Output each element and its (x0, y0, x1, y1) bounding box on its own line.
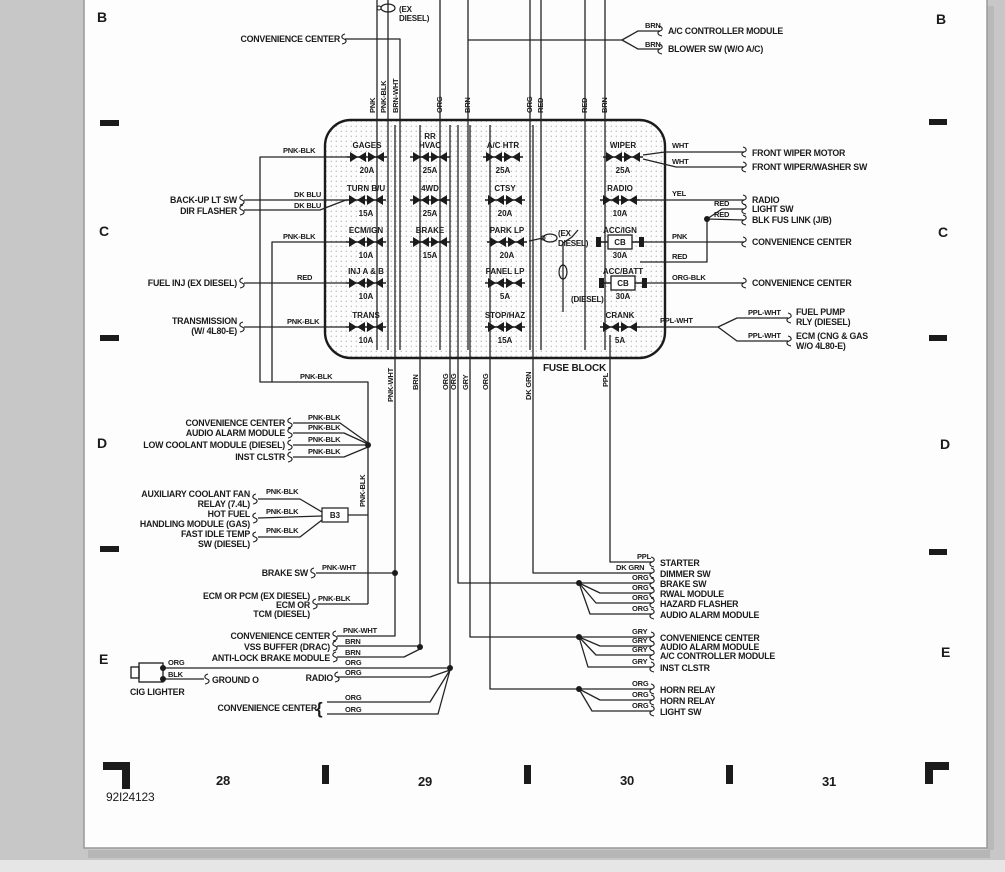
diagram-label: ORG-BLK (672, 273, 706, 282)
b3-connector-label: B3 (329, 511, 341, 520)
diagram-label: ECM OR PCM (EX DIESEL) (202, 591, 310, 601)
diagram-label: PNK (672, 232, 688, 241)
fuse-name: HVAC (418, 141, 442, 150)
fuse-amp-rating: 10A (358, 292, 374, 301)
ruler-mark (122, 762, 130, 789)
diagram-label: B (936, 11, 946, 27)
diagram-label: FUSE BLOCK (543, 363, 607, 374)
fuse-name: TRANS (352, 311, 380, 320)
diagram-label: PNK-BLK (266, 526, 299, 535)
diagram-label: ORG (345, 668, 362, 677)
diagram-label: W/O 4L80-E) (796, 341, 846, 351)
diagram-label: PNK-BLK (308, 435, 341, 444)
diagram-label: DIR FLASHER (180, 206, 237, 216)
diagram-label: RADIO (305, 673, 333, 683)
diagram-label: { (316, 699, 323, 718)
diagram-label: WHT (672, 157, 689, 166)
fuse-name: ACC/BATT (602, 267, 644, 276)
fuse-amp-rating: 25A (422, 166, 438, 175)
diagram-label: ORG (345, 693, 362, 702)
diagram-label: PNK (368, 97, 377, 113)
diagram-label: GRY (632, 636, 648, 645)
diagram-label: ORG (632, 690, 649, 699)
fuse-name: ACC/IGN (603, 226, 637, 235)
diagram-label: RLY (DIESEL) (796, 317, 851, 327)
diagram-label: HAZARD FLASHER (660, 599, 739, 609)
diagram-label: FAST IDLE TEMP (180, 529, 250, 539)
diagram-label: PPL-WHT (748, 331, 781, 340)
fuse-name: 4WD (421, 184, 439, 193)
fuse-name: A/C HTR (486, 141, 520, 150)
diagram-label: GRY (632, 627, 648, 636)
diagram-label: ORG (632, 679, 649, 688)
diagram-label: BLOWER SW (W/O A/C) (668, 44, 764, 54)
diagram-label: RED (580, 97, 589, 113)
diagram-label: DIMMER SW (660, 569, 711, 579)
ruler-mark (929, 549, 947, 555)
diagram-label: PNK-BLK (283, 232, 316, 241)
diagram-label: BRN (411, 374, 420, 390)
diagram-label: BRN (345, 648, 361, 657)
diagram-label: RED (714, 199, 730, 208)
diagram-label: PNK-BLK (283, 146, 316, 155)
diagram-label: RED (672, 252, 688, 261)
diagram-label: E (99, 651, 109, 667)
fuse-name: CRANK (605, 311, 635, 320)
junction-dot (576, 580, 582, 586)
diagram-label: PNK-BLK (266, 507, 299, 516)
diagram-label: CONVENIENCE CENTER (230, 631, 330, 641)
fuse-name: RR (424, 132, 436, 141)
junction-dot (417, 644, 423, 650)
diagram-label: YEL (672, 189, 686, 198)
fuse-amp-rating: 20A (499, 251, 515, 260)
diagram-label: HANDLING MODULE (GAS) (139, 519, 250, 529)
fuse-amp-rating: 20A (497, 209, 513, 218)
diagram-label: PPL-WHT (660, 316, 693, 325)
diagram-label: PNK-BLK (266, 487, 299, 496)
diagram-label: E (941, 644, 951, 660)
diagram-label: ECM (CNG & GAS (796, 331, 868, 341)
diagram-label: WHT (672, 141, 689, 150)
fuse-name: CTSY (494, 184, 516, 193)
diagram-label: 28 (215, 773, 231, 788)
fuse-amp-rating: 20A (359, 166, 375, 175)
ruler-mark (726, 765, 733, 784)
diagram-label: AUDIO ALARM MODULE (660, 610, 760, 620)
diagram-label: AUDIO ALARM MODULE (660, 642, 760, 652)
diagram-label: BRN (345, 637, 361, 646)
diagram-label: ORG (632, 583, 649, 592)
diagram-label: (W/ 4L80-E) (191, 326, 237, 336)
diagram-label: RADIO (752, 195, 780, 205)
page-shadow-bottom (88, 850, 990, 858)
diagram-label: RED (536, 97, 545, 113)
diagram-label: DIESEL) (558, 239, 589, 248)
ruler-mark (100, 335, 119, 341)
diagram-label: PNK-BLK (308, 447, 341, 456)
diagram-label: DK BLU (294, 190, 322, 199)
diagram-label: LIGHT SW (752, 204, 794, 214)
diagram-label: BLK (168, 670, 183, 679)
diagram-label: STARTER (660, 558, 700, 568)
diagram-label: 92I24123 (106, 790, 155, 804)
diagram-label: ORG (632, 701, 649, 710)
diagram-label: ORG (632, 593, 649, 602)
ruler-mark (929, 119, 947, 125)
diagram-label: GRY (632, 645, 648, 654)
diagram-label: GRY (632, 657, 648, 666)
bottom-fade (0, 860, 1005, 872)
diagram-label: ORG (345, 658, 362, 667)
fuse-name: INJ A & B (348, 267, 384, 276)
cb-label: CB (614, 238, 626, 247)
diagram-label: FUEL PUMP (796, 307, 845, 317)
diagram-label: RWAL MODULE (660, 589, 724, 599)
diagram-label: D (97, 435, 107, 451)
diagram-label: RED (297, 273, 313, 282)
diagram-label: FUEL INJ (EX DIESEL) (147, 278, 237, 288)
diagram-label: (DIESEL) (571, 295, 604, 304)
diagram-label: GRY (461, 374, 470, 390)
diagram-label: HORN RELAY (660, 685, 716, 695)
fuse-name: STOP/HAZ (484, 311, 526, 320)
fuse-name: TURN B/U (346, 184, 386, 193)
fuse-amp-rating: 10A (358, 251, 374, 260)
fuse-name: WIPER (609, 141, 637, 150)
ruler-mark (925, 762, 933, 784)
diagram-label: 30 (619, 773, 635, 788)
fuse-amp-rating: 10A (358, 336, 374, 345)
fuse-name: GAGES (352, 141, 382, 150)
junction-dot (704, 216, 710, 222)
diagram-label: ORG (435, 96, 444, 113)
diagram-label: GROUND O (212, 675, 259, 685)
diagram-label: BLK FUS LINK (J/B) (752, 215, 832, 225)
diagram-label: C (99, 223, 109, 239)
diagram-label: DK GRN (616, 563, 645, 572)
diagram-label: SW (DIESEL) (197, 539, 250, 549)
diagram-label: A/C CONTROLLER MODULE (660, 651, 776, 661)
fuse-amp-rating: 15A (422, 251, 438, 260)
diagram-label: AUDIO ALARM MODULE (185, 428, 285, 438)
diagram-label: RELAY (7.4L) (197, 499, 250, 509)
diagram-label: D (940, 436, 950, 452)
diagram-label: HORN RELAY (660, 696, 716, 706)
diagram-label: LOW COOLANT MODULE (DIESEL) (143, 440, 285, 450)
diagram-label: ORG (441, 373, 450, 390)
diagram-label: PPL-WHT (748, 308, 781, 317)
ruler-mark (322, 765, 329, 784)
diagram-label: A/C CONTROLLER MODULE (668, 26, 784, 36)
fuse-name: PARK LP (489, 226, 525, 235)
diagram-label: BRAKE SW (261, 568, 308, 578)
diagram-label: PNK-BLK (287, 317, 320, 326)
ruler-mark (100, 120, 119, 126)
diagram-label: 31 (821, 774, 837, 789)
ruler-mark (100, 546, 119, 552)
diagram-label: PNK-WHT (386, 367, 395, 402)
cb-terminal (639, 237, 644, 247)
diagram-label: FRONT WIPER MOTOR (752, 148, 846, 158)
junction-dot (447, 665, 453, 671)
junction-dot (576, 634, 582, 640)
diagram-label: TCM (DIESEL) (253, 609, 310, 619)
fuse-amp-rating: 30A (612, 251, 628, 260)
fuse-amp-rating: 15A (358, 209, 374, 218)
diagram-label: CIG LIGHTER (130, 687, 185, 697)
diagram-label: DK GRN (524, 371, 533, 400)
diagram-label: HOT FUEL (207, 509, 250, 519)
diagram-label: INST CLSTR (660, 663, 710, 673)
ruler-mark (524, 765, 531, 784)
diagram-label: B (97, 9, 107, 25)
diagram-label: PNK-BLK (318, 594, 351, 603)
fuse-name: PANEL LP (485, 267, 525, 276)
fuse-amp-rating: 5A (499, 292, 511, 301)
fuse-amp-rating: 25A (495, 166, 511, 175)
fuse-amp-rating: 25A (615, 166, 631, 175)
fuse-amp-rating: 25A (422, 209, 438, 218)
diagram-label: VSS BUFFER (DRAC) (243, 642, 330, 652)
junction-dot (365, 442, 371, 448)
diagram-label: DK BLU (294, 201, 322, 210)
diagram-label: ORG (632, 604, 649, 613)
diagram-label: ORG (481, 373, 490, 390)
diagram-label: CONVENIENCE CENTER (752, 237, 852, 247)
diagram-label: (EX (399, 5, 412, 14)
junction-dot (576, 686, 582, 692)
diagram-label: ORG (168, 658, 185, 667)
diagram-label: BRN-WHT (391, 78, 400, 113)
diagram-label: BRN (463, 97, 472, 113)
diagram-label: BACK-UP LT SW (170, 195, 237, 205)
diagram-label: BRN (645, 21, 661, 30)
diagram-label: PNK-BLK (358, 474, 367, 507)
fuse-amp-rating: 10A (612, 209, 628, 218)
diagram-label: CONVENIENCE CENTER (752, 278, 852, 288)
diagram-label: AUXILIARY COOLANT FAN (141, 489, 250, 499)
diagram-label: CONVENIENCE CENTER (185, 418, 285, 428)
diagram-label: ORG (525, 96, 534, 113)
fuse-amp-rating: 15A (497, 336, 513, 345)
fuse-name: BRAKE (415, 226, 445, 235)
diagram-label: DIESEL) (399, 14, 430, 23)
ruler-mark (929, 335, 947, 341)
diagram-label: 29 (417, 774, 433, 789)
diagram-label: LIGHT SW (660, 707, 702, 717)
diagram-label: BRAKE SW (660, 579, 707, 589)
diagram-label: PNK-BLK (379, 80, 388, 113)
diagram-label: (EX (558, 229, 571, 238)
cb-label: CB (617, 279, 629, 288)
cb-terminal (599, 278, 604, 288)
diagram-label: RED (714, 210, 730, 219)
fuse-name: ECM/IGN (348, 226, 384, 235)
diagram-label: CONVENIENCE CENTER (217, 703, 317, 713)
diagram-label: PNK-WHT (343, 626, 378, 635)
diagram-label: ECM OR (276, 600, 310, 610)
fuse-amp-rating: 5A (614, 336, 626, 345)
diagram-label: PNK-BLK (308, 413, 341, 422)
fuse-name: RADIO (607, 184, 633, 193)
cb-terminal (642, 278, 647, 288)
diagram-label: INST CLSTR (235, 452, 285, 462)
diagram-label: BRN (645, 40, 661, 49)
diagram-label: CONVENIENCE CENTER (240, 34, 340, 44)
diagram-label: PPL (601, 373, 610, 387)
diagram-label: TRANSMISSION (171, 316, 237, 326)
diagram-label: FRONT WIPER/WASHER SW (752, 162, 868, 172)
diagram-label: PNK-BLK (300, 372, 333, 381)
cb-terminal (596, 237, 601, 247)
diagram-label: PNK-WHT (322, 563, 357, 572)
diagram-label: CONVENIENCE CENTER (660, 633, 760, 643)
diagram-label: ANTI-LOCK BRAKE MODULE (211, 653, 330, 663)
diagram-label: PPL (637, 552, 651, 561)
junction-dot (392, 570, 398, 576)
page-shadow-right (987, 6, 994, 850)
diagram-label: ORG (345, 705, 362, 714)
fuse-amp-rating: 30A (615, 292, 631, 301)
diagram-label: ORG (632, 573, 649, 582)
diagram-label: ORG (449, 373, 458, 390)
diagram-label: BRN (600, 97, 609, 113)
diagram-label: C (938, 224, 948, 240)
diagram-label: PNK-BLK (308, 423, 341, 432)
